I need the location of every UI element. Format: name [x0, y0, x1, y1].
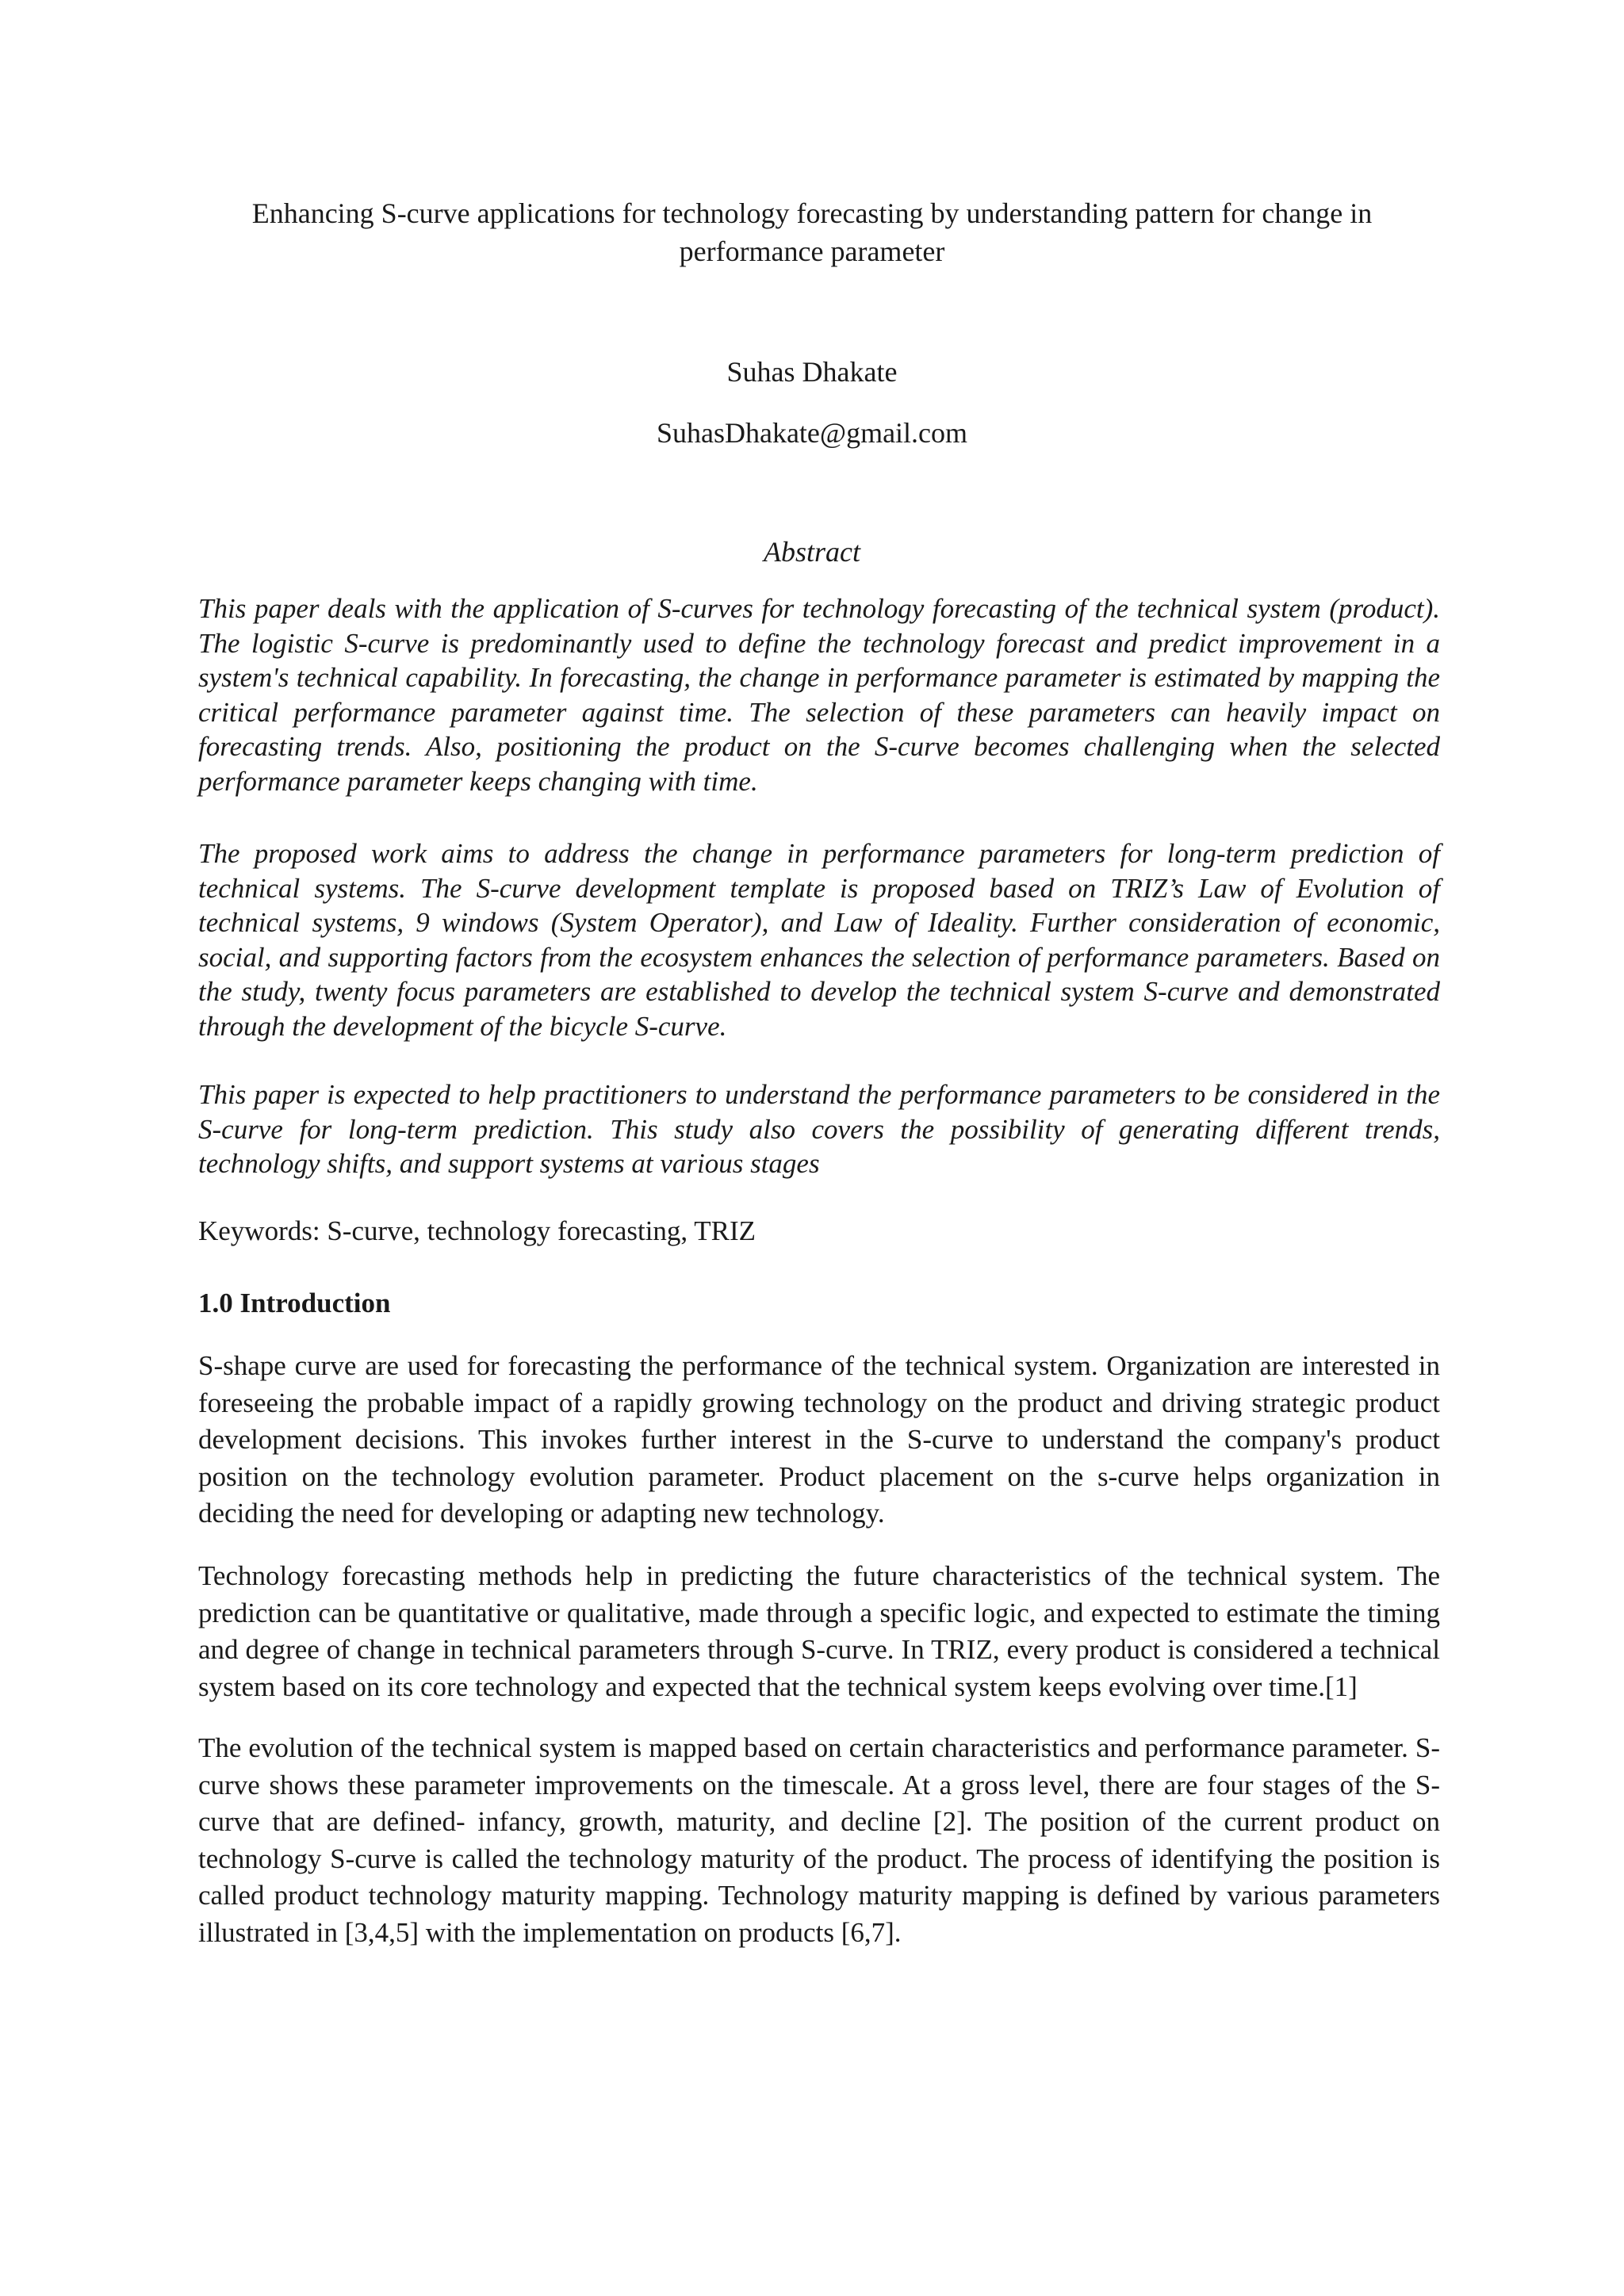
- abstract-paragraph: This paper is expected to help practitioners to understand the performance parameters to be considered in the S-curve for long-term prediction. This study also covers the possibility of generating different trends, technology shifts, and support systems at various stages: [198, 1079, 1440, 1179]
- introduction-paragraph: S-shape curve are used for forecasting the performance of the technical system. Organization are interested in foreseeing the probable impact of a rapidly growing technology on the product and driving strategic product development decisions. This invokes further interest in the S-curve to understand the company's product position on the technology evolution parameter. Product placement on the s-curve helps organization in deciding the need for developing or adapting new technology.: [198, 1350, 1440, 1529]
- keywords-line: Keywords: S-curve, technology forecasting, TRIZ: [198, 1215, 756, 1246]
- introduction-paragraph: Technology forecasting methods help in predicting the future characteristics of the technical system. The prediction can be quantitative or qualitative, made through a specific logic, and expected to estimate the timing and degree of change in technical parameters through S-curve. In TRIZ, every product is considered a technical system based on its core technology and expected that the technical system keeps evolving over time.[1]: [198, 1560, 1440, 1702]
- abstract-paragraph: This paper deals with the application of S-curves for technology forecasting of the technical system (product). The logistic S-curve is predominantly used to define the technology forecast and predict improvement in a system's technical capability. In forecasting, the change in performance parameter is estimated by mapping the critical performance parameter against time. The selection of these parameters can heavily impact on forecasting trends. Also, positioning the product on the S-curve becomes challenging when the selected performance parameter keeps changing with time.: [198, 593, 1440, 797]
- section-heading-introduction: 1.0 Introduction: [198, 1288, 391, 1318]
- paper-title: Enhancing S-curve applications for technology forecasting by understanding pattern for change in performance parameter: [251, 197, 1373, 267]
- abstract-paragraph: The proposed work aims to address the change in performance parameters for long-term prediction of technical systems. The S-curve development template is proposed based on TRIZ’s Law of Evolution of technical systems, 9 windows (System Operator), and Law of Ideality. Further consideration of economic, social, and supporting factors from the ecosystem enhances the selection of performance parameters. Based on the study, twenty focus parameters are established to develop the technical system S-curve and demonstrated through the development of the bicycle S-curve.: [198, 838, 1440, 1042]
- abstract-heading: Abstract: [764, 536, 860, 568]
- author-name: Suhas Dhakate: [726, 356, 898, 388]
- introduction-paragraph: The evolution of the technical system is mapped based on certain characteristics and performance parameter. S-curve shows these parameter improvements on the timescale. At a gross level, there are four stages of the S-curve that are defined- infancy, growth, maturity, and decline [2]. The position of the current product on technology S-curve is called the technology maturity of the product. The process of identifying the position is called product technology maturity mapping. Technology maturity mapping is defined by various parameters illustrated in [3,4,5] with the implementation on products [6,7].: [198, 1732, 1440, 1948]
- author-email: SuhasDhakate@gmail.com: [656, 417, 968, 449]
